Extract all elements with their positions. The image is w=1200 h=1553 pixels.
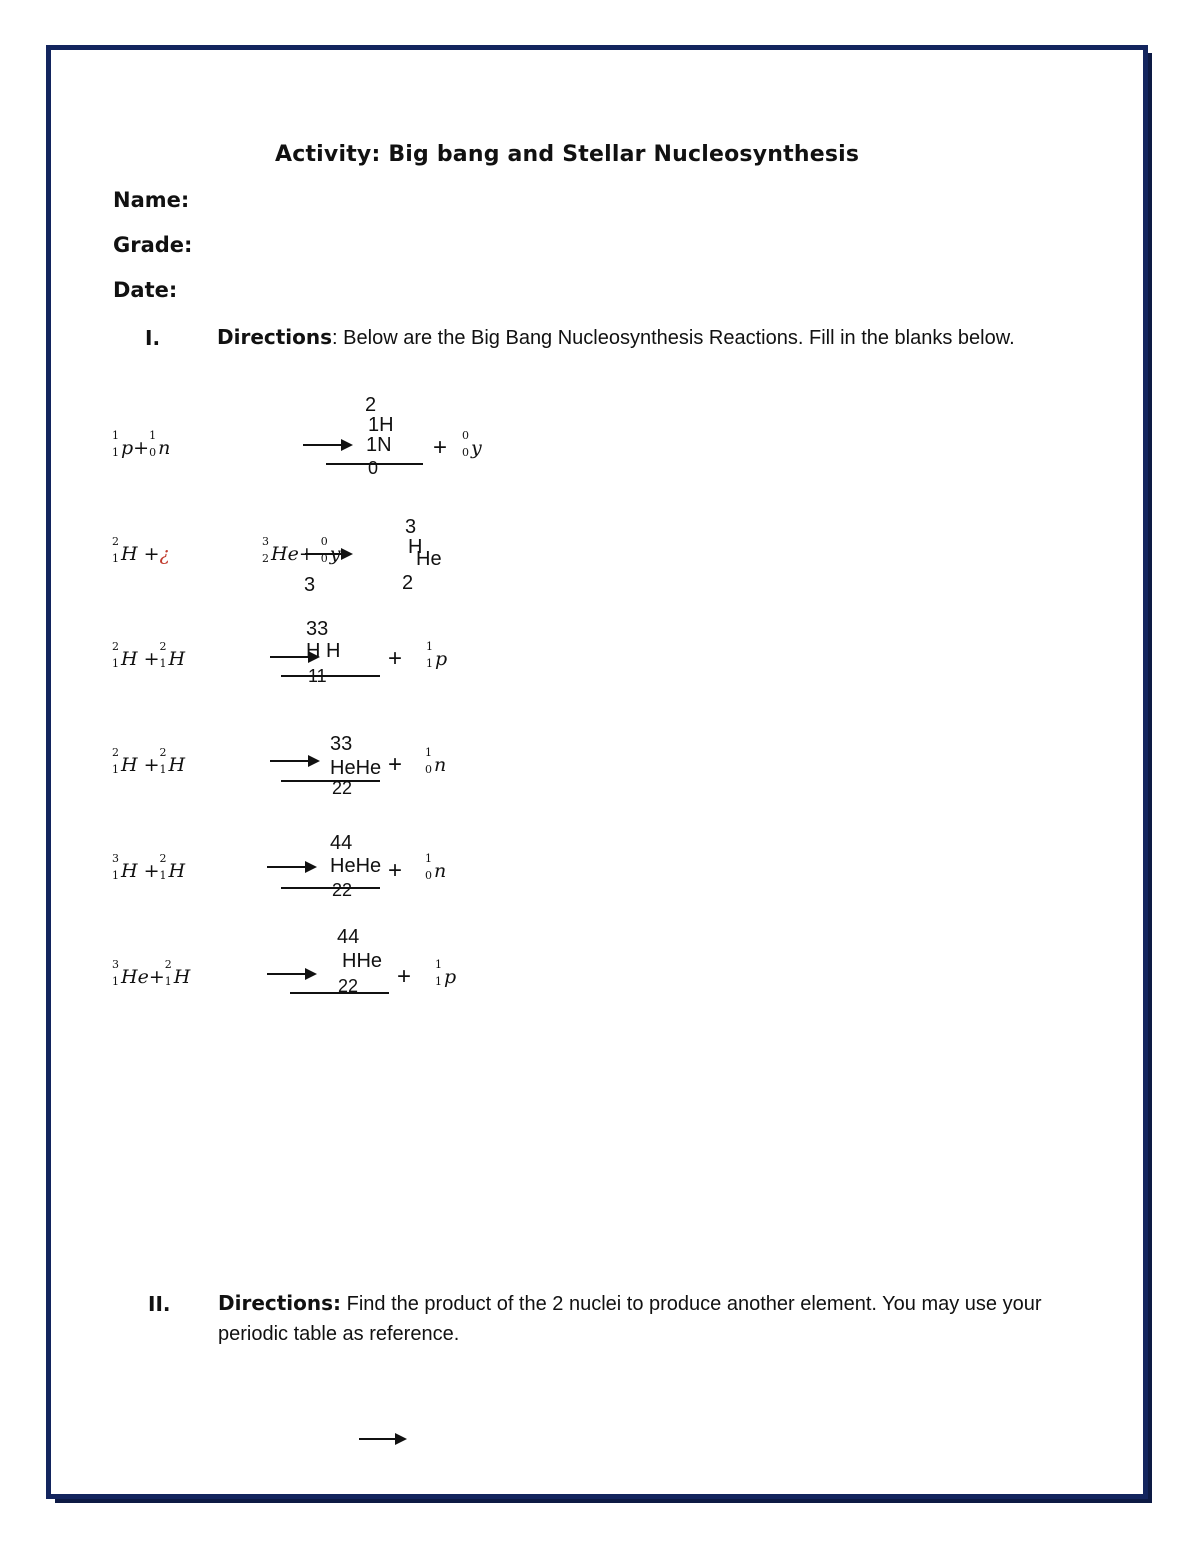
reaction-6-plus: + — [397, 963, 412, 990]
reaction-2-answer-below: 3 — [304, 574, 316, 596]
reaction-2-missing-mark: ¿ — [159, 543, 170, 565]
reaction-1-answer-lower: 0 — [368, 458, 379, 478]
reaction-3-reactants: 2 1 H + 2 1 H — [112, 640, 186, 670]
section-1-directions-text: : Below are the Big Bang Nucleosynthesis Reactions. Fill in the blanks below. — [332, 327, 1015, 349]
reaction-4-plus: + — [388, 751, 403, 778]
section-2-arrow-icon — [359, 1432, 419, 1446]
reaction-3-plus: + — [388, 645, 403, 672]
reaction-6-arrow-icon — [267, 967, 327, 981]
reaction-6-answer-mid: HHe — [342, 950, 383, 972]
reaction-2-reactants: 2 1 H +¿ — [112, 535, 170, 565]
reaction-2-answer-right-upper: 3 — [405, 516, 417, 538]
reaction-1-arrow-icon — [303, 438, 363, 452]
page-border — [46, 45, 1148, 1499]
section-1-directions — [217, 322, 1057, 353]
document-title: Activity: Big bang and Stellar Nucleosynthesis — [275, 142, 860, 167]
reaction-1-plus: + — [433, 434, 448, 461]
reaction-4-arrow-icon — [270, 754, 330, 768]
reaction-3-answer-upper: 33 — [306, 618, 329, 640]
section-1-numeral: I. — [145, 326, 161, 350]
reaction-3-product: 1 1 p — [426, 640, 448, 670]
reaction-4-reactants: 2 1 H + 2 1 H — [112, 746, 186, 776]
reaction-1-answer-mid2: 1N — [366, 434, 392, 456]
reaction-5-product: 1 0 n — [425, 852, 447, 882]
section-1-directions-label: Directions — [217, 325, 333, 349]
reaction-5-reactants: 3 1 H + 2 1 H — [112, 852, 186, 882]
reaction-4-answer-mid: HeHe — [330, 757, 382, 779]
reaction-5-plus: + — [388, 857, 403, 884]
reaction-2-answer-right-lower: 2 — [402, 572, 414, 594]
reaction-3-answer-mid: H H — [306, 640, 341, 662]
reaction-5-answer-line — [281, 887, 380, 889]
reaction-2-answer-right-mid2: He — [416, 548, 442, 570]
grade-label: Grade: — [113, 233, 193, 257]
reaction-6-reactants: 3 1 He+ 2 1 H — [112, 958, 191, 988]
reaction-4-product: 1 0 n — [425, 746, 447, 776]
reaction-6-product: 1 1 p — [435, 958, 457, 988]
reaction-5-answer-upper: 44 — [330, 832, 353, 854]
reaction-4-answer-upper: 33 — [330, 733, 353, 755]
reaction-2-answer-left: 3 2 He+ 0 0 y — [262, 535, 341, 565]
section-2-directions — [218, 1288, 1058, 1349]
reaction-3-answer-lower: 11 — [308, 666, 327, 686]
section-2-numeral: II. — [148, 1292, 171, 1316]
reaction-1-reactants: 1 1 p+ 1 0 n — [112, 429, 171, 459]
date-label: Date: — [113, 278, 178, 302]
reaction-5-answer-mid: HeHe — [330, 855, 382, 877]
reaction-3-answer-line — [281, 675, 380, 677]
reaction-6-answer-upper: 44 — [337, 926, 360, 948]
reaction-4-answer-line — [281, 780, 380, 782]
section-2-directions-text: Find the product of the 2 nuclei to produce another element. You may use your periodic table as reference. — [218, 1293, 1042, 1345]
name-label: Name: — [113, 188, 190, 212]
reaction-1-product: 0 0 y — [462, 429, 482, 459]
reaction-2-answer-right-mid: H — [408, 536, 423, 558]
reaction-1-answer-mid: 1H — [368, 414, 394, 436]
reaction-4-answer-lower: 22 — [332, 778, 353, 798]
reaction-1-answer-upper: 2 — [365, 394, 377, 416]
reaction-2-arrow-icon — [305, 547, 355, 561]
reaction-5-arrow-icon — [267, 860, 327, 874]
reaction-5-answer-lower: 22 — [332, 880, 353, 900]
section-2-directions-label: Directions: — [218, 1291, 342, 1315]
reaction-6-answer-lower: 22 — [338, 976, 359, 996]
